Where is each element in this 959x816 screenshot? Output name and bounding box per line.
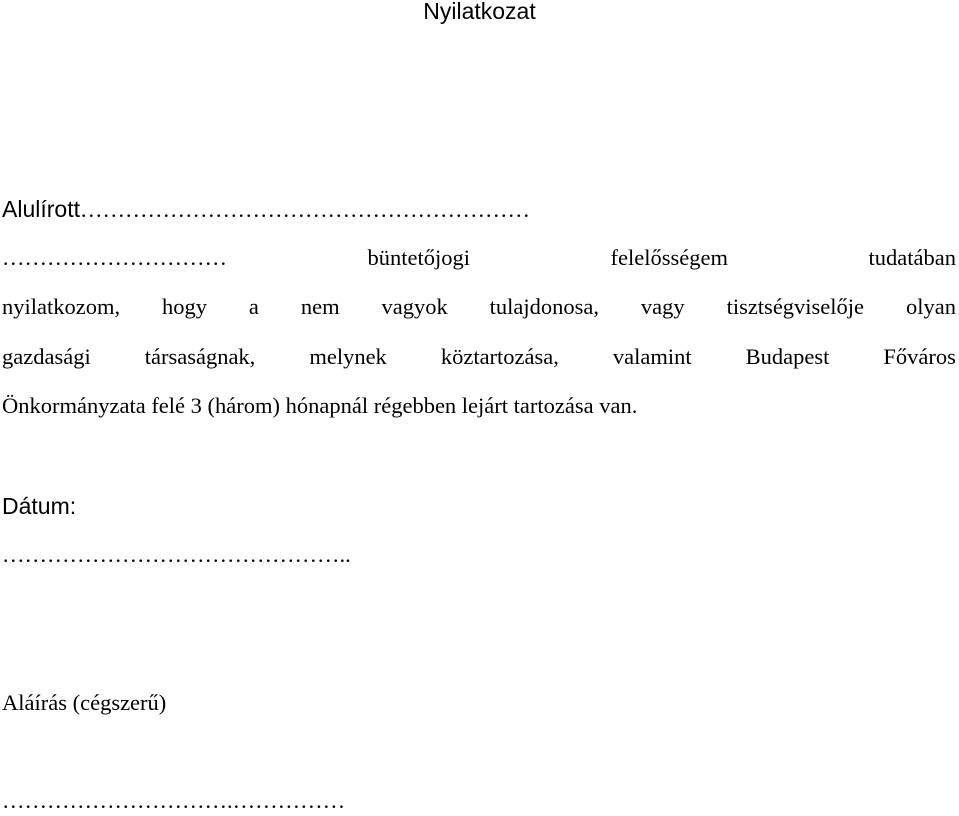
line3-word: olyan (905, 294, 956, 319)
line4-word: melynek (309, 344, 387, 369)
line3-word: vagy (640, 294, 685, 319)
document-title: Nyilatkozat (423, 0, 536, 24)
signature-placeholder: ………………………….…………… (2, 788, 346, 813)
line4-word: valamint (612, 344, 692, 369)
line4-word: Főváros (883, 344, 956, 369)
paragraph-line-3 (2, 292, 956, 322)
line4-word: köztartozása, (440, 344, 559, 369)
date-placeholder: ……………………………………….. (2, 542, 351, 567)
line3-word: a (248, 294, 259, 319)
intro-line (2, 194, 530, 228)
date-label: Dátum: (2, 493, 77, 519)
paragraph-line-4 (2, 342, 956, 372)
line2-word: büntetőjogi (367, 245, 471, 270)
line3-word: nem (300, 294, 340, 319)
line2-word: tudatában (868, 245, 956, 270)
intro-label: Alulírott (2, 196, 80, 222)
intro-name-placeholder: …………………………………………………… (79, 197, 530, 222)
line3-word: hogy (162, 294, 208, 319)
paragraph-line-2 (2, 243, 956, 273)
line2-word: felelősségem (610, 245, 728, 270)
line3-word: tulajdonosa, (489, 294, 599, 319)
signature-label: Aláírás (cégszerű) (2, 690, 167, 715)
line3-word: vagyok (381, 294, 448, 319)
paragraph-line-5: Önkormányzata felé 3 (három) hónapnál régebben lejárt tartozása van. (2, 393, 638, 418)
line4-word: Budapest (745, 344, 830, 369)
line3-word: tisztségviselője (726, 294, 865, 319)
line4-word: társaságnak, (144, 344, 256, 369)
line4-word: gazdasági (2, 344, 91, 369)
line2-dots: ………………………… (2, 245, 227, 270)
line3-word: nyilatkozom, (2, 294, 121, 319)
